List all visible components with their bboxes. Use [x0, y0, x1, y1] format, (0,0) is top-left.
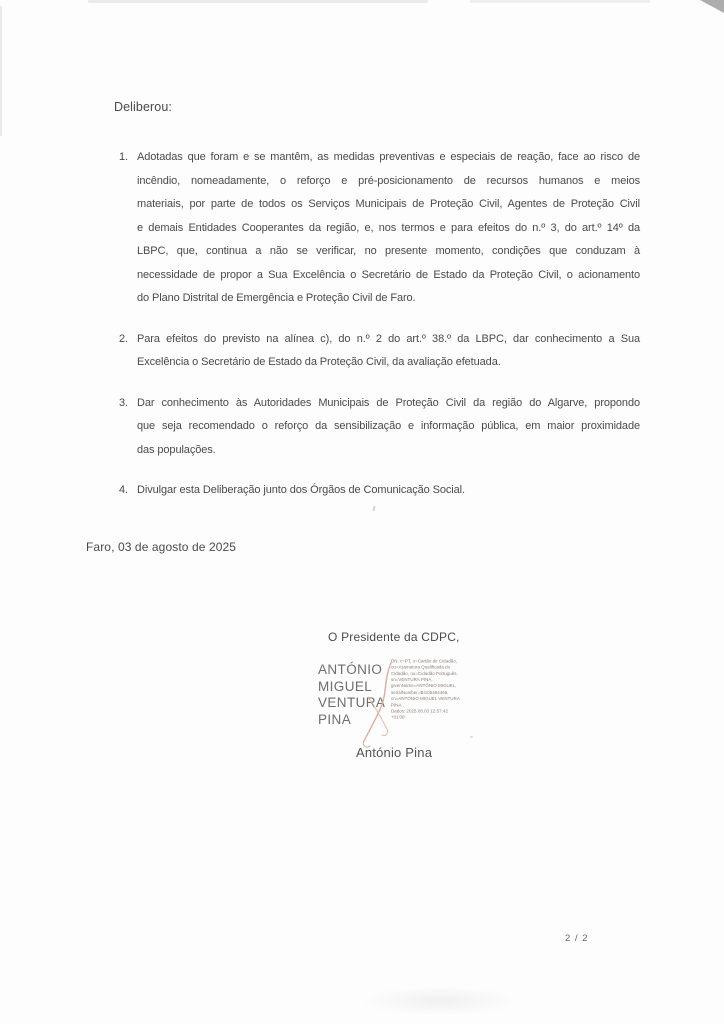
digital-signature-name-line: PINA: [318, 711, 352, 727]
list-item-body: [137, 146, 640, 311]
list-item: [119, 392, 640, 463]
certificate-detail-line: Dados: 2025.08.03 12:57:42: [391, 708, 448, 714]
certificate-detail-line: +01'00': [391, 714, 406, 720]
list-item-body: [137, 392, 640, 463]
list-item-body: [137, 479, 640, 503]
certificate-detail-line: ou=Assinatura Qualificada do: [391, 664, 451, 670]
certificate-detail-line: sn=VENTURA PINA,: [391, 677, 433, 683]
scan-artifact-top-edge: [88, 0, 428, 3]
list-item-line: e demais Entidades Cooperantes da região, e, nos termos e para efeitos do n.º 3, do art.º 14º da: [137, 221, 640, 234]
list-item-line: do Plano Distrital de Emergência e Proteção Civil de Faro.: [137, 292, 416, 304]
scan-artifact-top-edge-2: [470, 0, 650, 3]
list-item-line: Divulgar esta Deliberação junto dos Órgãos de Comunicação Social.: [137, 484, 465, 496]
list-item-number: 2.: [119, 332, 128, 345]
certificate-details: [391, 658, 479, 720]
certificate-detail-line: serialNumber=BI105464465,: [391, 689, 449, 695]
scan-artifact-left-edge: [0, 6, 2, 136]
digital-signature-name-line: MIGUEL: [318, 678, 373, 694]
certificate-detail-line: Cidadão, ou=Cidadão Português,: [391, 671, 458, 676]
dateline: Faro, 03 de agosto de 2025: [86, 540, 237, 554]
scan-artifact-speck: [470, 736, 473, 738]
scan-artifact-corner-fold: [700, 0, 724, 13]
list-item-number: 3.: [119, 396, 128, 409]
list-item-number: 4.: [119, 484, 128, 496]
list-item-line: Dar conhecimento às Autoridades Municipais de Proteção Civil da região do Algarve, propondo: [137, 396, 640, 409]
list-item-line: Adotadas que foram e se mantêm, as medidas preventivas e especiais de reação, face ao risco de: [137, 151, 640, 163]
signature-role-line: O Presidente da CDPC,: [328, 630, 460, 644]
list-item-line: Para efeitos do previsto na alínea c), do n.º 2 do art.º 38.º da LBPC, dar conhecimento a Sua: [137, 332, 640, 345]
list-item-line: das populações.: [137, 443, 216, 456]
certificate-detail-line: PINA: [391, 702, 402, 708]
certificate-detail-line: DN: c=PT, o=Cartão de Cidadão,: [391, 658, 457, 664]
list-item-line: Excelência o Secretário de Estado da Proteção Civil, da avaliação efetuada.: [137, 356, 501, 368]
certificate-detail-line: givenName=ANTÓNIO MIGUEL,: [391, 683, 457, 689]
list-item-number: 1.: [119, 151, 128, 163]
page-number: 2 / 2: [565, 933, 589, 944]
digital-signature-name-line: ANTÓNIO: [318, 662, 383, 677]
list-item: [119, 328, 640, 375]
list-item-line: incêndio, nomeadamente, o reforço e pré-posicionamento de recursos humanos e meios: [137, 174, 640, 187]
scan-artifact-smudge: [360, 986, 520, 1016]
digital-signature-name-line: VENTURA: [318, 695, 386, 710]
list-item-line: materiais, por parte de todos os Serviços Municipais de Proteção Civil, Agentes de Proteção Civil: [137, 198, 640, 210]
list-item: [119, 146, 640, 311]
deliberation-heading: Deliberou:: [114, 100, 172, 114]
list-item: [119, 479, 640, 503]
list-item-body: [137, 328, 640, 375]
list-item-line: LBPC, que, continua a não se verificar, no presente momento, condições que conduzam à: [137, 245, 640, 257]
list-item-line: necessidade de propor a Sua Excelência o Secretário de Estado da Proteção Civil, o acionamento: [137, 268, 640, 281]
deliberation-list: [119, 146, 640, 520]
signed-name: António Pina: [356, 745, 433, 760]
certificate-detail-line: cn=ANTÓNIO MIGUEL VENTURA: [391, 696, 460, 701]
list-item-line: que seja recomendado o reforço da sensibilização e informação pública, em maior proximidade: [137, 420, 640, 432]
